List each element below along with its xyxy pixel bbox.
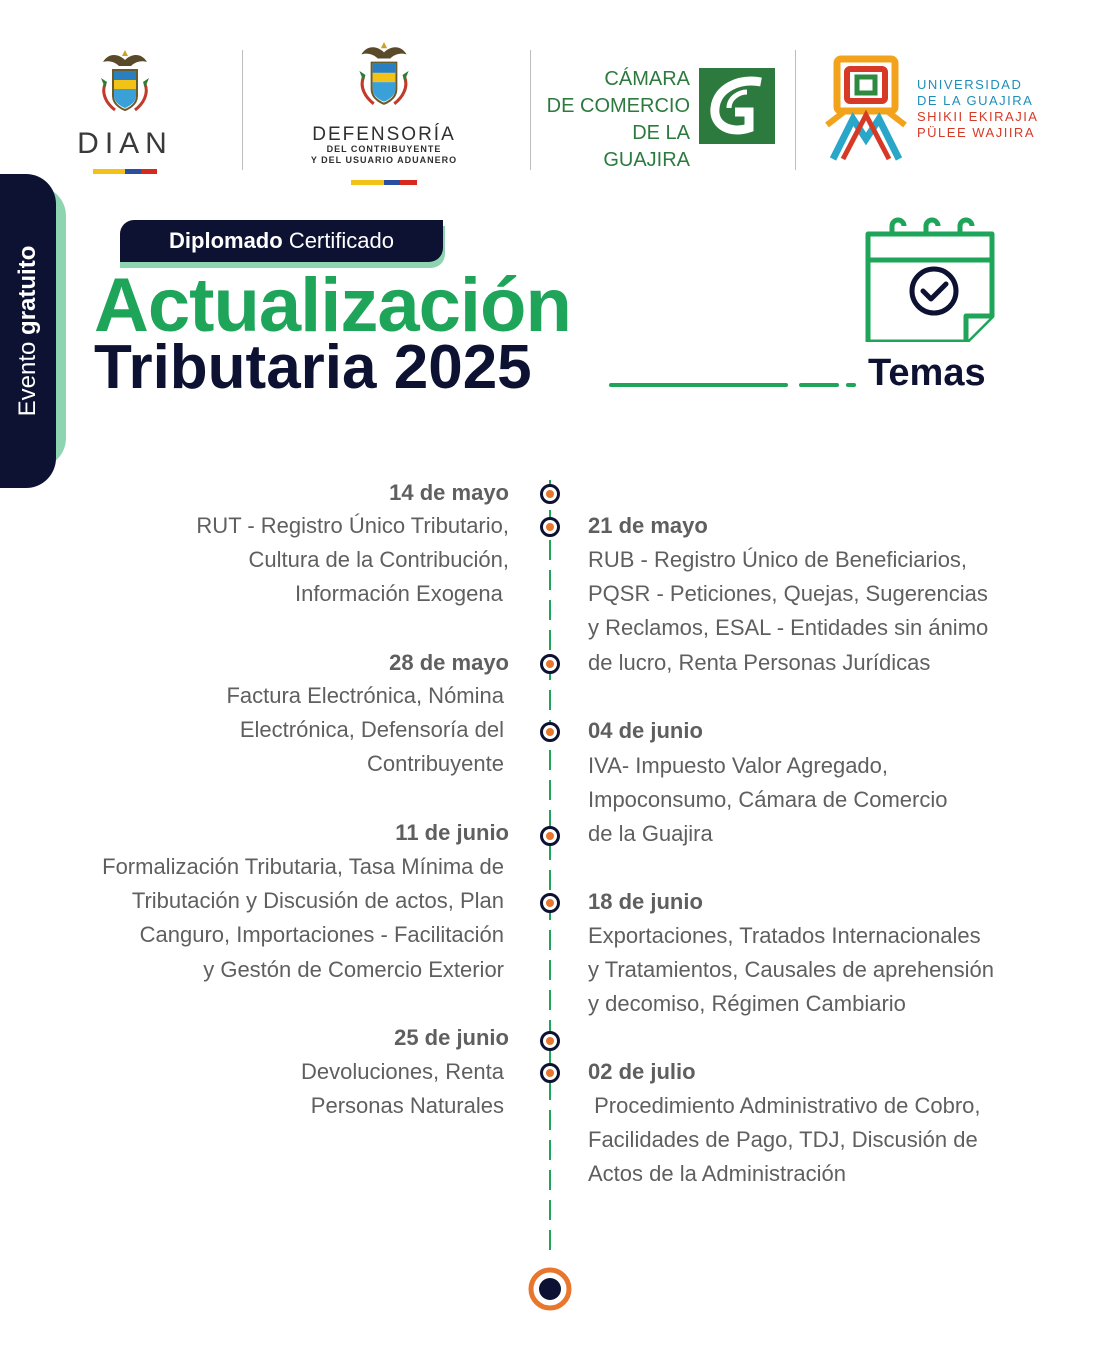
temas-label: Temas	[868, 352, 986, 394]
timeline-end-icon	[527, 1266, 573, 1312]
timeline-description	[226, 679, 504, 782]
timeline-description-line: Electrónica, Defensoría del	[239, 717, 504, 743]
universidad-line-4: PÜLEE WAJIIRA	[917, 125, 1035, 140]
timeline-description-line: Personas Naturales	[310, 1093, 504, 1119]
timeline-description	[588, 1089, 981, 1192]
title-underline	[609, 383, 788, 387]
timeline-description-line: Tributación y Discusión de actos, Plan	[131, 888, 504, 914]
timeline-description	[102, 850, 504, 987]
universidad-line-2: DE LA GUAJIRA	[917, 93, 1034, 108]
timeline-date: 18 de junio	[588, 889, 703, 914]
timeline-dot	[540, 1031, 560, 1051]
timeline-description-line: de la Guajira	[588, 821, 713, 847]
timeline-description	[196, 509, 509, 612]
timeline-description-line: Formalización Tributaria, Tasa Mínima de	[102, 854, 504, 879]
title-line-2: Tributaria 2025	[94, 333, 532, 402]
timeline-description	[588, 749, 947, 852]
timeline-description-line: Devoluciones, Renta	[300, 1059, 504, 1084]
timeline-description-line: Canguro, Importaciones - Facilitación	[139, 922, 504, 948]
camara-line-1: CÁMARA	[604, 68, 690, 90]
timeline-dot	[540, 893, 560, 913]
badge-bold: Diplomado	[169, 228, 283, 253]
timeline-description-line: Actos de la Administración	[588, 1161, 847, 1187]
timeline-date: 11 de junio	[395, 820, 509, 845]
timeline-description-line: y decomiso, Régimen Cambiario	[588, 991, 906, 1017]
timeline-description-line: Facilidades de Pago, TDJ, Discusión de	[588, 1127, 978, 1153]
timeline-description-line: Factura Electrónica, Nómina	[226, 683, 504, 708]
timeline-dot	[540, 1063, 560, 1083]
camara-line-2: DE COMERCIO	[546, 95, 690, 117]
timeline-description-line: Información Exogena	[294, 581, 509, 607]
timeline-date: 04 de junio	[588, 718, 703, 743]
colombia-flag-bar	[93, 169, 157, 174]
universidad-line-1: UNIVERSIDAD	[917, 77, 1023, 92]
universidad-line-3: SHIKII EKIRAJIA	[917, 109, 1039, 124]
timeline-description-line: RUT - Registro Único Tributario,	[196, 513, 509, 538]
dian-wordmark: DIAN	[77, 127, 173, 160]
timeline-description	[588, 543, 988, 680]
timeline-description	[588, 919, 994, 1022]
camara-emblem-icon	[699, 68, 775, 144]
timeline-dot	[540, 654, 560, 674]
defensoria-title: DEFENSORÍA	[312, 124, 456, 145]
timeline-dot	[540, 517, 560, 537]
timeline-description-line: IVA- Impuesto Valor Agregado,	[588, 753, 889, 778]
timeline-date: 28 de mayo	[389, 650, 509, 675]
title-underline-dot	[846, 383, 856, 387]
timeline-date: 14 de mayo	[389, 480, 509, 505]
diplomado-badge	[120, 220, 443, 262]
timeline-description-line: y Gestón de Comercio Exterior	[203, 956, 504, 982]
calendar-check-icon	[858, 212, 1004, 342]
title-underline-segment	[799, 383, 839, 387]
timeline-description-line: RUB - Registro Único de Beneficiarios,	[588, 547, 968, 572]
wayuu-knot-icon	[825, 55, 907, 165]
evento-label: Evento	[14, 341, 41, 417]
timeline-description-line: PQSR - Peticiones, Quejas, Sugerencias	[588, 581, 988, 607]
camara-line-3: DE LA GUAJIRA	[603, 122, 690, 171]
timeline-dot	[540, 826, 560, 846]
timeline-dot	[540, 484, 560, 504]
colombia-flag-bar	[351, 180, 417, 185]
timeline-description-line: de lucro, Renta Personas Jurídicas	[588, 649, 931, 675]
universidad-logo	[825, 55, 1040, 167]
timeline-dot	[540, 722, 560, 742]
timeline-description	[301, 1055, 504, 1123]
timeline-date: 25 de junio	[394, 1025, 509, 1050]
dian-logo	[60, 48, 190, 174]
logo-separator	[795, 50, 796, 170]
gratuito-label: gratuito	[14, 245, 41, 335]
timeline-description-line: Procedimiento Administrativo de Cobro,	[588, 1093, 981, 1118]
title-line-1: Actualización	[94, 263, 571, 348]
defensoria-subtitle-1: DEL CONTRIBUYENTE	[326, 144, 442, 154]
camara-comercio-logo	[545, 66, 785, 171]
timeline-description-line: Contribuyente	[367, 751, 504, 777]
timeline-description-line: Impoconsumo, Cámara de Comercio	[588, 787, 948, 813]
timeline-date: 21 de mayo	[588, 513, 708, 538]
timeline-description-line: y Tratamientos, Causales de aprehensión	[588, 957, 995, 983]
logo-separator	[530, 50, 531, 170]
defensoria-subtitle-2: Y DEL USUARIO ADUANERO	[310, 155, 458, 165]
timeline-description-line: Cultura de la Contribución,	[248, 547, 509, 573]
timeline-description-line: Exportaciones, Tratados Internacionales	[588, 923, 981, 948]
timeline-date: 02 de julio	[588, 1059, 696, 1084]
timeline-description-line: y Reclamos, ESAL - Entidades sin ánimo	[588, 615, 989, 641]
coat-of-arms-icon	[95, 48, 155, 120]
evento-gratuito-label	[14, 246, 42, 417]
badge-light: Certificado	[288, 228, 394, 253]
defensoria-logo	[282, 40, 486, 185]
coat-of-arms-icon	[353, 40, 415, 114]
logo-separator	[242, 50, 243, 170]
